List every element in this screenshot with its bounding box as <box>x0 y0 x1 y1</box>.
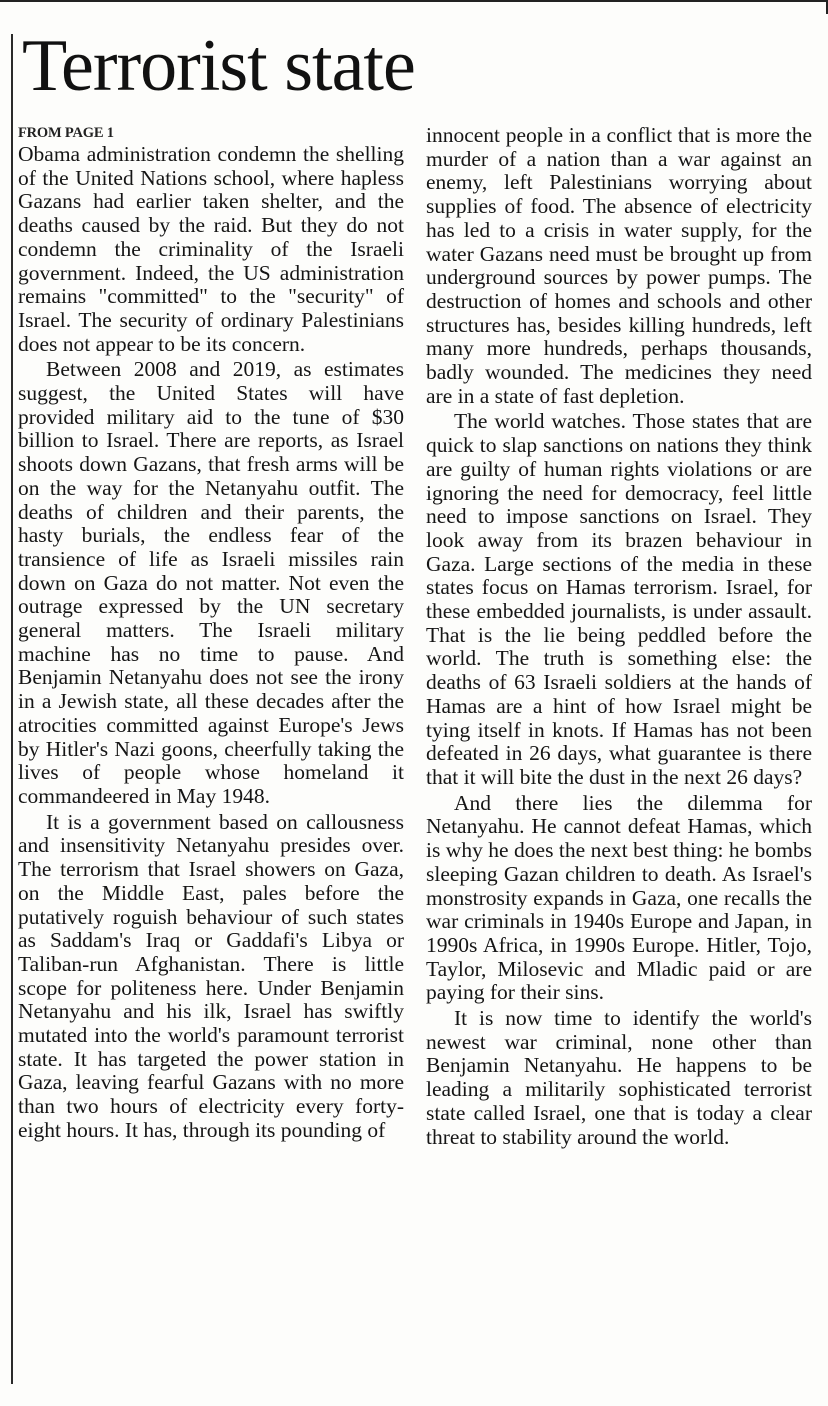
article-column-1 <box>18 120 404 1143</box>
paragraph: It is now time to identify the world's newest war criminal, none other than Benjamin Netanyahu. He happens to be leading a militarily sophisticated terrorist state called Israel, one that is today a clear threat to stability around the world. <box>426 1006 812 1149</box>
paragraph: It is a government based on callousness and insensitivity Netanyahu presides over. The terrorism that Israel showers on Gaza, on the Middle East, pales before the putatively roguish behaviour of such states as Saddam's Iraq or Gaddafi's Libya or Taliban-run Afghanistan. There is little scope for politeness here. Under Benjamin Netanyahu and his ilk, Israel has swiftly mutated into the world's paramount terrorist state. It has targeted the power station in Gaza, leaving fearful Gazans with no more than two hours of electricity every forty-eight hours. It has, through its pounding of <box>18 809 404 1142</box>
top-border <box>0 0 828 2</box>
left-column-rule <box>11 34 13 1384</box>
paragraph: Between 2008 and 2019, as estimates suggest, the United States will have provided military aid to the tune of $30 billion to Israel. There are reports, as Israel shoots down Gazans, that fresh arms will be on the way for the Netanyahu outfit. The deaths of children and their parents, the hasty burials, the endless fear of the transience of life as Israeli missiles rain down on Gaza do not matter. Not even the outrage expressed by the UN secretary general matters. The Israeli military machine has no time to pause. And Benjamin Netanyahu does not see the irony in a Jewish state, all these decades after the atrocities committed against Europe's Jews by Hitler's Nazi goons, cheerfully taking the lives of people whose homeland it commandeered in May 1948. <box>18 357 404 808</box>
paragraph: The world watches. Those states that are quick to slap sanctions on nations they think are guilty of human rights violations or are ignoring the need for democracy, feel little need to impose sanctions on Israel. They look away from its brazen behaviour in Gaza. Large sections of the media in these states focus on Hamas terrorism. Israel, for these embedded journalists, is under assault. That is the lie being peddled before the world. The truth is something else: the deaths of 63 Israeli soldiers at the hands of Hamas are a hint of how Israel might be tying itself in knots. If Hamas has not been defeated in 26 days, what guarantee is there that it will bite the dust in the next 26 days? <box>426 409 812 789</box>
paragraph: innocent people in a conflict that is more the murder of a nation than a war against an enemy, left Palestinians worrying about supplies of food. The absence of electricity has led to a crisis in water supply, for the water Gazans need must be brought up from underground sources by power pumps. The destruction of homes and schools and other structures has, besides killing hundreds, left many more hundreds, perhaps thousands, badly wounded. The medicines they need are in a state of fast depletion. <box>426 123 812 408</box>
continuation-kicker: FROM PAGE 1 <box>18 125 114 141</box>
paragraph: Obama administration condemn the shelling of the United Nations school, where hapless Gazans had earlier taken shelter, and the deaths caused by the raid. But they do not condemn the criminality of the Israeli government. Indeed, the US administration remains "committed" to the "security" of Israel. The security of ordinary Palestinians does not appear to be its concern. <box>18 142 404 356</box>
headline: Terrorist state <box>22 25 415 107</box>
paragraph: And there lies the dilemma for Netanyahu. He cannot defeat Hamas, which is why he does the next best thing: he bombs sleeping Gazan children to death. As Israel's monstrosity expands in Gaza, one recalls the war criminals in 1940s Europe and Japan, in 1990s Africa, in 1990s Europe. Hitler, Tojo, Taylor, Milosevic and Mladic paid or are paying for their sins. <box>426 790 812 1005</box>
article-column-2 <box>426 124 812 1149</box>
